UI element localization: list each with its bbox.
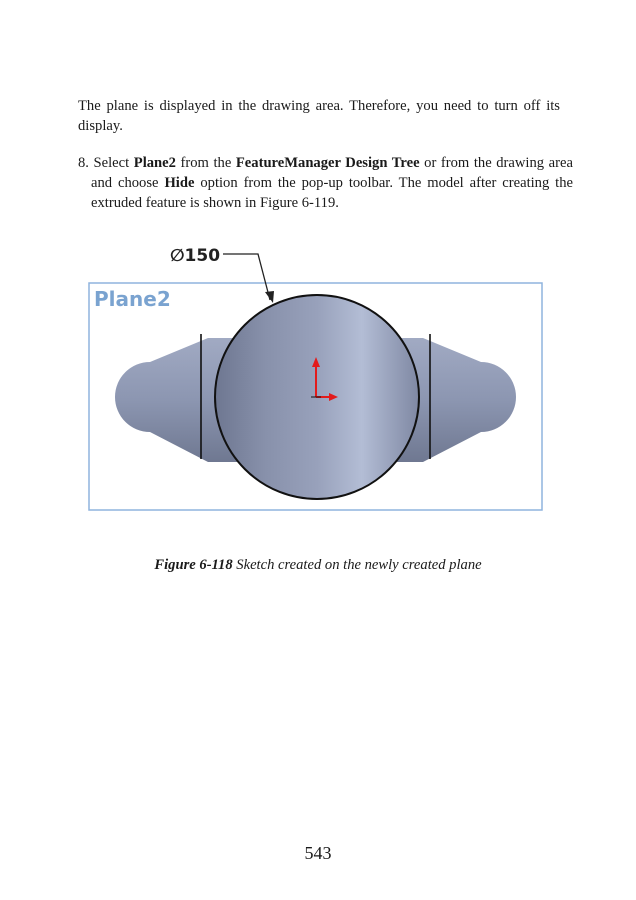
term-plane2: Plane2 xyxy=(133,155,176,171)
step-8-paragraph: 8. Select Plane2 from the FeatureManager Design Tree or from the drawing area and choose Hide option from the pop-up toolbar. The model after creating the extruded feature is shown in Figure 6-119. xyxy=(78,155,574,211)
paragraph-plane-display: The plane is displayed in the drawing area. Therefore, you need to turn off its display. xyxy=(78,98,560,134)
term-featuremanager: FeatureManager Design Tree xyxy=(235,155,420,171)
figure-sketch xyxy=(78,237,560,522)
page-number: 543 xyxy=(304,843,332,863)
dimension-label[interactable]: ∅150 xyxy=(170,246,221,266)
sketch-illustration xyxy=(78,237,560,522)
step-number: 8. xyxy=(78,155,89,171)
caption-label: Figure 6-118 xyxy=(154,557,233,573)
plane-label: Plane2 xyxy=(94,287,171,311)
caption-text: Sketch created on the newly created plane xyxy=(236,557,482,573)
figure-caption xyxy=(0,557,636,574)
term-hide: Hide xyxy=(164,175,195,191)
